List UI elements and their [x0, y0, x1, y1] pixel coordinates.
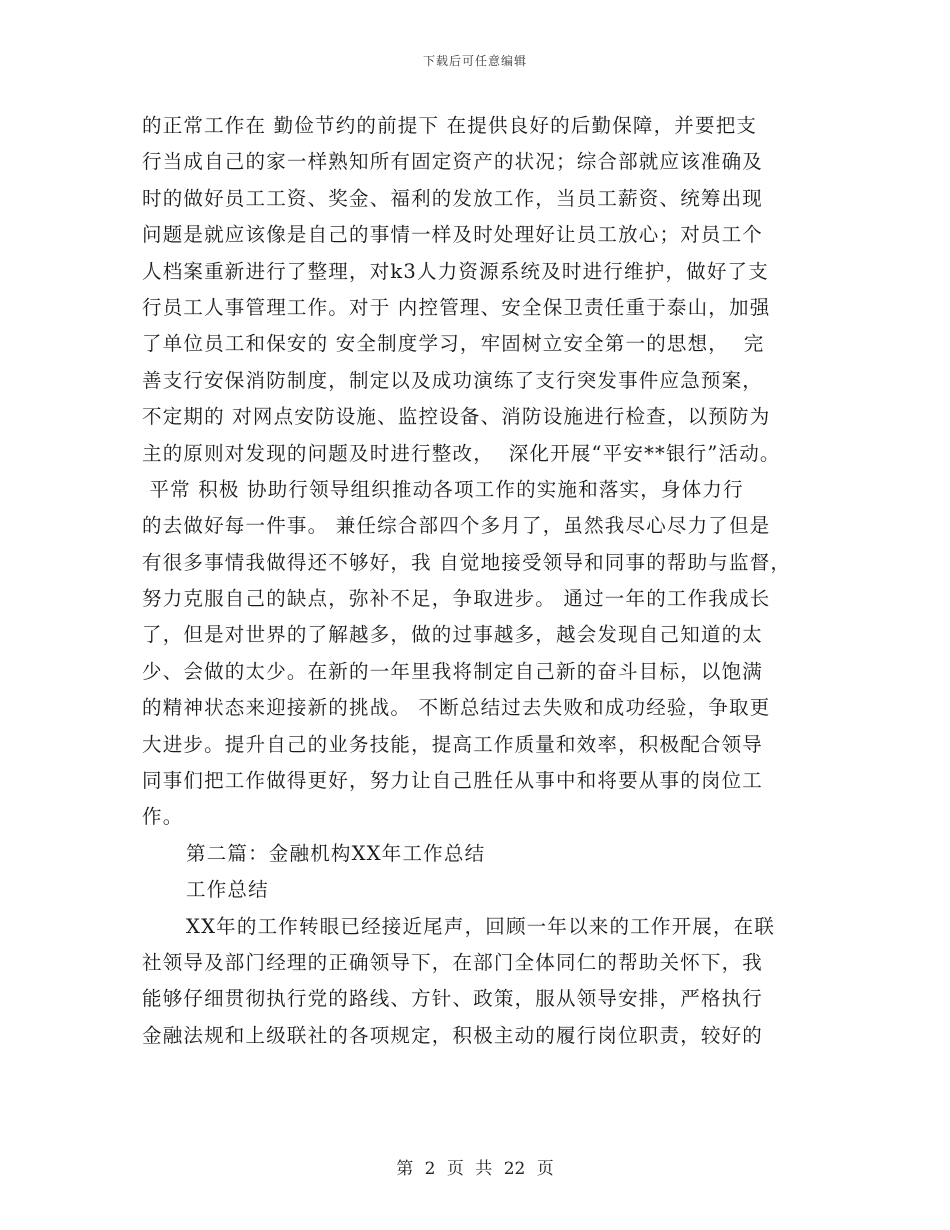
- section-heading: 第二篇：金融机构XX年工作总结: [186, 841, 486, 865]
- text-line: 善支行安保消防制度，制定以及成功演练了支行突发事件应急预案，: [142, 368, 764, 392]
- text-line: 大进步。提升自己的业务技能，提高工作质量和效率，积极配合领导: [142, 732, 764, 756]
- text-line: 人档案重新进行了整理，对k3人力资源系统及时进行维护，做好了支: [142, 259, 769, 283]
- document-body: [142, 108, 842, 1054]
- text-line: 时的做好员工工资、奖金、福利的发放工作，当员工薪资、统筹出现: [142, 186, 764, 210]
- text-line: 能够仔细贯彻执行党的路线、方针、政策，服从领导安排，严格执行: [142, 987, 764, 1011]
- text-line: 平常 积极 协助行领导组织推动各项工作的实施和落实，身体力行: [142, 477, 744, 501]
- text-line: 不定期的 对网点安防设施、监控设备、消防设施进行检查，以预防为: [142, 405, 771, 429]
- page-header-note: 下载后可任意编辑: [422, 54, 527, 68]
- text-line: 努力克服自己的缺点，弥补不足，争取进步。 通过一年的工作我成长: [142, 587, 771, 611]
- text-line: 作。: [142, 805, 184, 829]
- text-line: XX年的工作转眼已经接近尾声，回顾一年以来的工作开展，在联: [186, 914, 776, 938]
- page-number-footer: 第 2 页 共 22 页: [396, 1159, 554, 1179]
- text-line: 了，但是对世界的了解越多，做的过事越多，越会发现自己知道的太: [142, 623, 764, 647]
- text-line: 问题是就应该像是自己的事情一样及时处理好让员工放心；对员工个: [142, 223, 764, 247]
- text-line: 社领导及部门经理的正确领导下，在部门全体同仁的帮助关怀下，我: [142, 950, 764, 974]
- text-line: 有很多事情我做得还不够好，我 自觉地接受领导和同事的帮助与监督，: [142, 550, 792, 574]
- text-line: 的正常工作在 勤俭节约的前提下 在提供良好的后勤保障，并要把支: [142, 114, 758, 137]
- text-line: 的去做好每一件事。 兼任综合部四个多月了，虽然我尽心尽力了但是: [142, 514, 771, 538]
- text-line: 主的原则对发现的问题及时进行整改， 深化开展“平安**银行”活动。: [142, 441, 781, 465]
- text-line: 行当成自己的家一样熟知所有固定资产的状况；综合部就应该准确及: [142, 150, 764, 174]
- section-subheading: 工作总结: [186, 878, 269, 902]
- text-line: 行员工人事管理工作。对于 内控管理、安全保卫责任重于泰山，加强: [142, 295, 771, 319]
- text-line: 少、会做的太少。在新的一年里我将制定自己新的奋斗目标，以饱满: [142, 659, 764, 683]
- text-line: 同事们把工作做得更好，努力让自己胜任从事中和将要从事的岗位工: [142, 769, 764, 793]
- text-line: 了单位员工和保安的 安全制度学习，牢固树立安全第一的思想， 完: [142, 332, 765, 356]
- text-line: 金融法规和上级联社的各项规定，积极主动的履行岗位职责，较好的: [142, 1023, 764, 1047]
- text-line: 的精神状态来迎接新的挑战。 不断总结过去失败和成功经验，争取更: [142, 696, 771, 720]
